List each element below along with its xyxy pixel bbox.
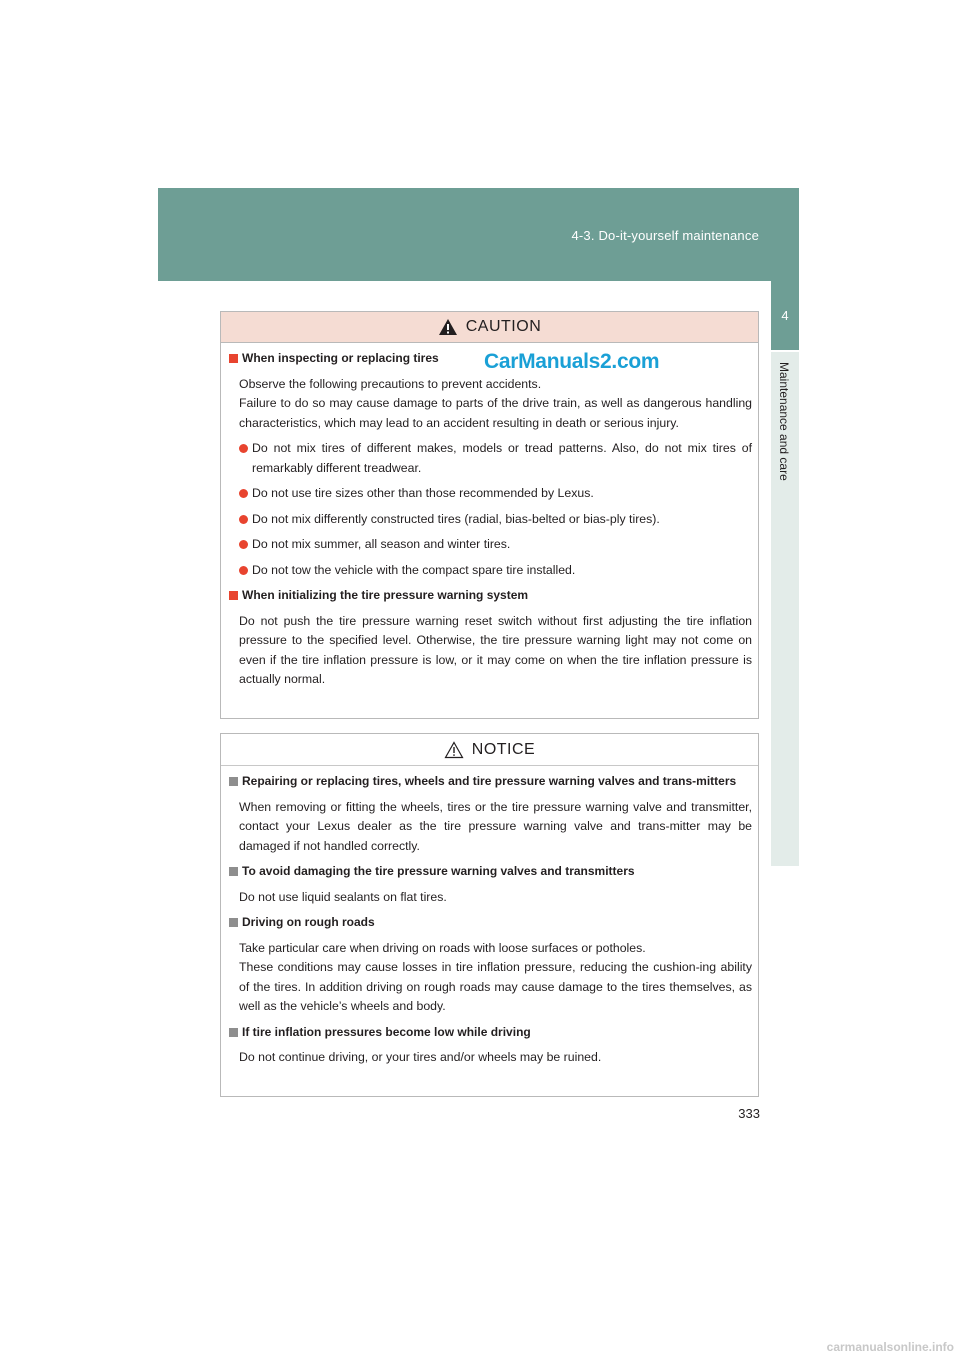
chapter-tab (771, 281, 799, 866)
caution-bullet (229, 535, 752, 555)
header-band (158, 188, 799, 281)
notice-heading: NOTICE (471, 740, 536, 758)
caution-body (221, 343, 758, 690)
chapter-number: 4 (771, 281, 799, 350)
chapter-label-strip (771, 352, 799, 866)
round-bullet-icon (239, 489, 248, 498)
notice-paragraph: When removing or fitting the wheels, tires or the tire pressure warning valve and transmitter, contact your Lexus dealer as the tire pressure warning valve and trans-mitter may be damaged if not handled correctly. (239, 799, 752, 853)
caution-header (221, 312, 758, 343)
caution-bullet-text: Do not tow the vehicle with the compact spare tire installed. (252, 562, 576, 577)
round-bullet-icon (239, 566, 248, 575)
caution-item-title-text: When inspecting or replacing tires (242, 351, 439, 365)
notice-item-sealants (229, 862, 752, 907)
caution-bullet (229, 561, 752, 581)
page-number: 333 (738, 1106, 760, 1121)
notice-body (221, 766, 758, 1068)
notice-item-rough-roads (229, 913, 752, 1017)
notice-item-title-text: Repairing or replacing tires, wheels and tire pressure warning valves and trans-mitters (242, 774, 737, 788)
notice-header (221, 734, 758, 766)
caution-heading: CAUTION (465, 318, 542, 335)
notice-paragraph: Take particular care when driving on roads with loose surfaces or potholes. (239, 940, 646, 955)
notice-item-title-text: Driving on rough roads (242, 915, 375, 929)
caution-bullet-text: Do not use tire sizes other than those recommended by Lexus. (252, 486, 594, 500)
square-bullet-icon (229, 354, 238, 363)
caution-item-tires (229, 349, 752, 580)
notice-item-title-text: To avoid damaging the tire pressure warning valves and transmitters (242, 864, 635, 878)
caution-item-title (229, 586, 752, 606)
chapter-label: Maintenance and care (777, 362, 791, 481)
round-bullet-icon (239, 540, 248, 549)
notice-box (220, 733, 759, 1097)
watermark-logo: CarManuals2.com (484, 348, 660, 376)
notice-paragraph: These conditions may cause losses in tire inflation pressure, reducing the cushion-ing ability of the tires. In addition driving on rough roads may cause damage to the tires themselves, as well as the vehicle’s wheels and body. (239, 960, 752, 1013)
notice-item-title (229, 913, 752, 933)
caution-bullet-text: Do not mix tires of different makes, models or tread patterns. Also, do not mix tires of remarkably different treadwear. (252, 441, 752, 475)
warning-triangle-outline-icon (444, 741, 464, 759)
caution-paragraph: Failure to do so may cause damage to parts of the drive train, as well as dangerous handling characteristics, which may lead to an accident resulting in death or serious injury. (239, 396, 752, 430)
warning-triangle-icon (438, 318, 458, 336)
round-bullet-icon (239, 515, 248, 524)
section-title: 4-3. Do-it-yourself maintenance (571, 228, 759, 243)
square-bullet-icon (229, 1028, 238, 1037)
notice-item-title (229, 1023, 752, 1043)
square-bullet-icon (229, 918, 238, 927)
notice-item-low-pressure (229, 1023, 752, 1068)
caution-paragraph: Do not push the tire pressure warning reset switch without first adjusting the tire inflation pressure to the specified level. Otherwise, the tire pressure warning light may not come on even if the tire inflation pressure is low, or it may come on when the tire inflation pressure is actually normal. (239, 613, 752, 686)
square-bullet-icon (229, 777, 238, 786)
footer-watermark: carmanualsonline.info (826, 1340, 954, 1354)
notice-paragraph: Do not use liquid sealants on flat tires. (239, 889, 447, 904)
caution-bullet-text: Do not mix summer, all season and winter tires. (252, 537, 511, 551)
caution-bullet (229, 484, 752, 504)
notice-item-repair (229, 772, 752, 856)
caution-paragraph: Observe the following precautions to prevent accidents. (239, 376, 542, 391)
caution-bullet (229, 510, 752, 530)
caution-bullet-text: Do not mix differently constructed tires (radial, bias-belted or bias-ply tires). (252, 511, 660, 526)
caution-bullet (229, 439, 752, 478)
caution-item-tpws (229, 586, 752, 690)
notice-item-title-text: If tire inflation pressures become low while driving (242, 1024, 531, 1039)
round-bullet-icon (239, 444, 248, 453)
caution-item-title-text: When initializing the tire pressure warning system (242, 588, 529, 602)
notice-paragraph: Do not continue driving, or your tires and/or wheels may be ruined. (239, 1050, 602, 1064)
notice-item-title (229, 862, 752, 882)
square-bullet-icon (229, 867, 238, 876)
square-bullet-icon (229, 591, 238, 600)
notice-item-title (229, 772, 752, 792)
